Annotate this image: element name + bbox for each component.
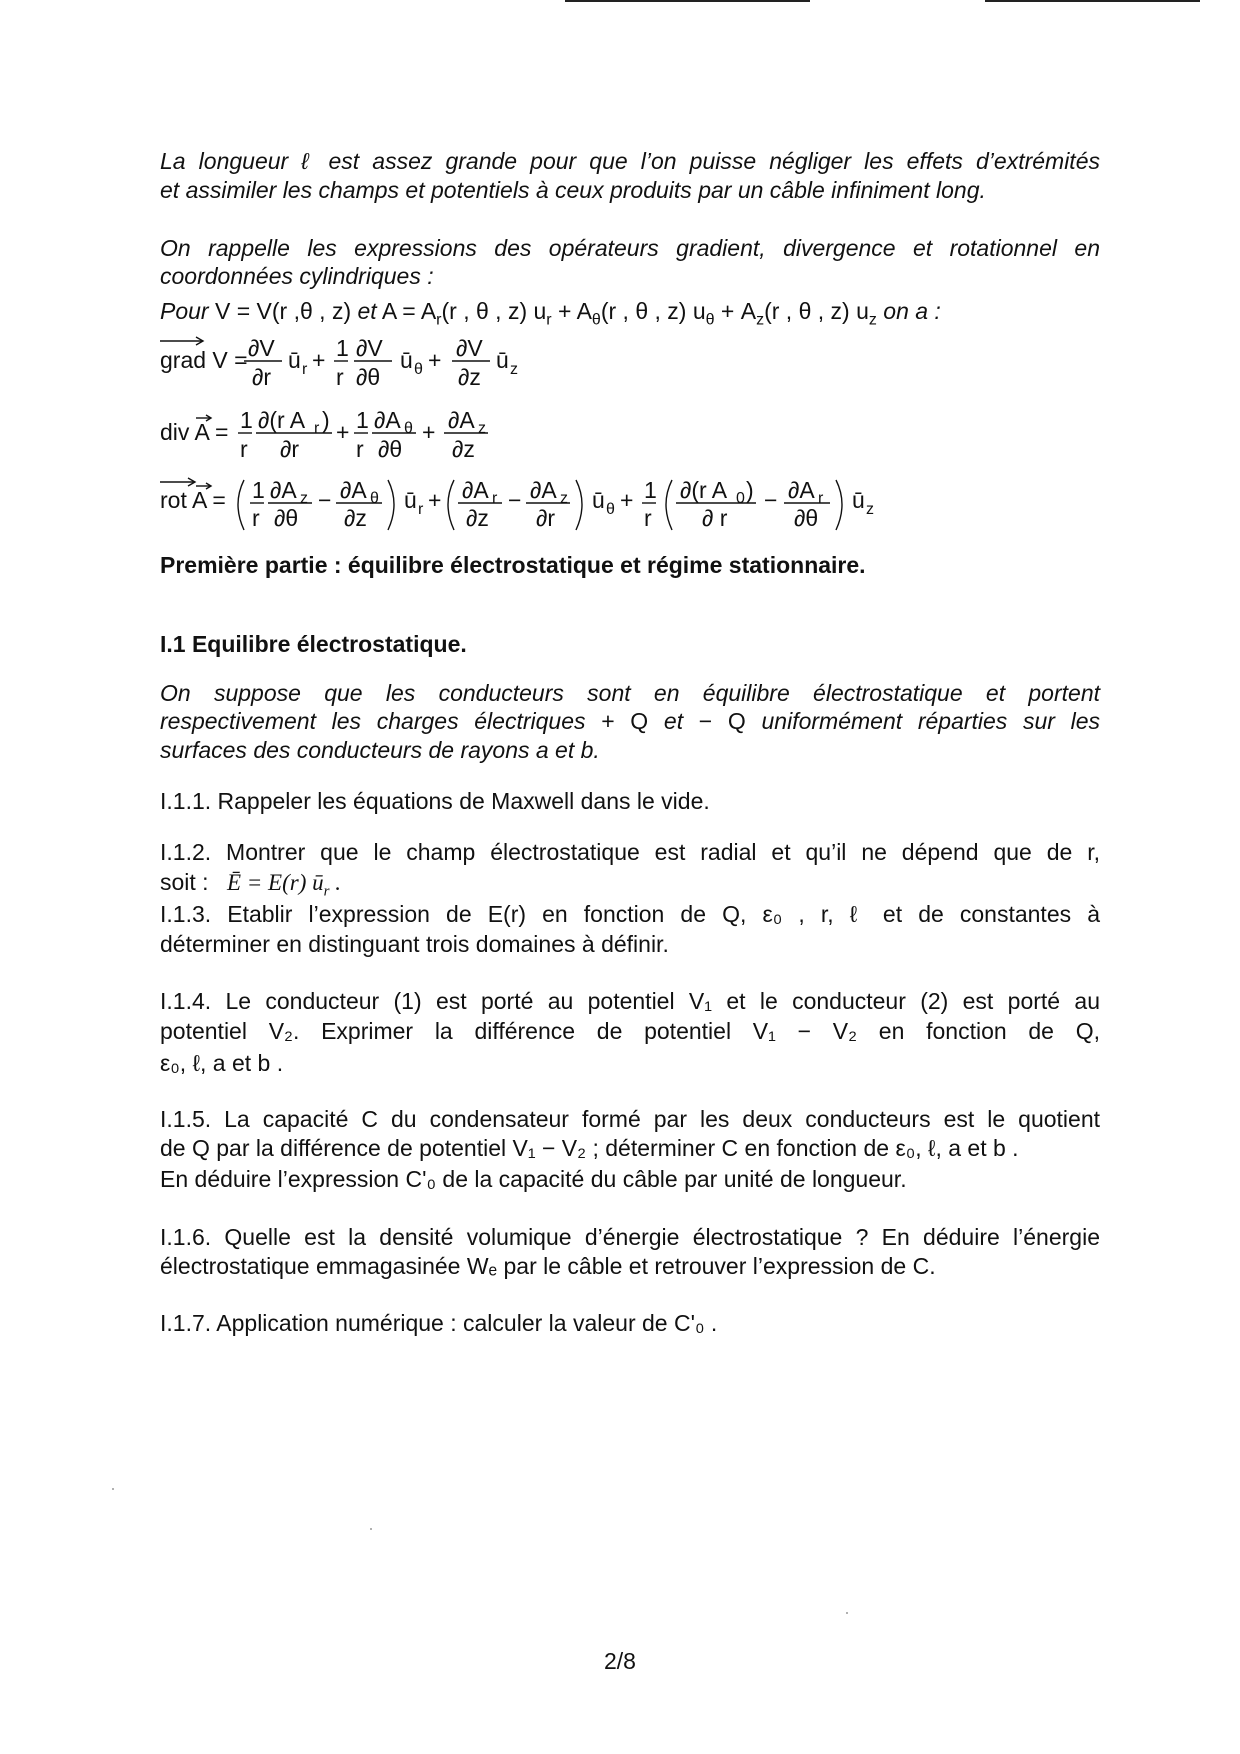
svg-text:∂z: ∂z: [458, 364, 481, 390]
svg-text:+: +: [620, 487, 634, 513]
svg-text:r: r: [492, 490, 498, 507]
question-1-1-3-line-1: I.1.3. Etablir l’expression de E(r) en fonction de Q, ε₀ , r, ℓ et de constantes à: [160, 901, 1100, 927]
svg-text:∂z: ∂z: [452, 436, 475, 462]
potential-definition: V = V(r ,θ , z): [214, 298, 352, 324]
svg-text:r: r: [252, 505, 260, 531]
header-rule-left: [565, 0, 810, 2]
divergence-formula: [160, 402, 1120, 464]
svg-text:∂A: ∂A: [530, 477, 557, 503]
scan-speck: [370, 1528, 372, 1530]
section-1-1-title: I.1 Equilibre électrostatique.: [160, 631, 467, 657]
svg-text:−: −: [508, 487, 522, 513]
intro-paragraph-2-line-2: coordonnées cylindriques :: [160, 263, 434, 289]
svg-text:1: 1: [356, 407, 369, 433]
question-1-1-4-line-1: I.1.4. Le conducteur (1) est porté au potentiel V₁ et le conducteur (2) est porté au: [160, 988, 1100, 1014]
svg-text:z: z: [560, 490, 568, 507]
svg-text:−: −: [764, 487, 778, 513]
svg-text:r: r: [314, 420, 320, 437]
svg-text:∂A: ∂A: [788, 477, 815, 503]
svg-text:1: 1: [240, 407, 253, 433]
svg-text:r: r: [818, 490, 824, 507]
question-1-1-3-line-2: déterminer en distinguant trois domaines à définir.: [160, 931, 669, 957]
question-1-1-2-line-1: I.1.2. Montrer que le champ électrostatique est radial et qu’il ne dépend que de r,: [160, 839, 1100, 865]
rotational-formula: [160, 468, 1120, 538]
svg-text:ū: ū: [288, 347, 301, 373]
svg-text:θ: θ: [606, 501, 615, 518]
question-1-1-5-line-3: En déduire l’expression C'₀ de la capacité du câble par unité de longueur.: [160, 1166, 907, 1192]
field-expression: Ē = E(r) $ū_r$ .: [226, 870, 341, 900]
scan-speck: [846, 1612, 848, 1614]
question-1-1-7: I.1.7. Application numérique : calculer la valeur de C'₀ .: [160, 1310, 718, 1336]
svg-text:ū: ū: [496, 347, 509, 373]
pour-word: Pour: [160, 298, 209, 324]
grad-label: grad V =: [160, 347, 248, 373]
svg-text:+: +: [422, 419, 436, 445]
vector-definition: $A = A_r(r$ , θ , z) $u_r + A_\theta(r$ , θ , z) $u_\theta + A_z(r$ , θ , z) $u_z$: [381, 298, 877, 329]
svg-text:r: r: [356, 436, 364, 462]
svg-text:ū: ū: [592, 487, 605, 513]
svg-text:z: z: [300, 490, 308, 507]
question-1-1-6-line-1: I.1.6. Quelle est la densité volumique d’énergie électrostatique ? En déduire l’énergie: [160, 1224, 1100, 1250]
question-1-1-1: I.1.1. Rappeler les équations de Maxwell dans le vide.: [160, 788, 710, 814]
svg-text:r: r: [644, 505, 652, 531]
question-1-1-6-line-2: électrostatique emmagasinée Wₑ par le câble et retrouver l’expression de C.: [160, 1253, 936, 1279]
svg-text:+: +: [336, 419, 350, 445]
svg-text:r: r: [336, 364, 344, 390]
div-label: div A =: [160, 419, 229, 445]
svg-text:∂r: ∂r: [536, 505, 556, 531]
svg-text:∂A: ∂A: [448, 407, 475, 433]
svg-text:): ): [746, 477, 754, 503]
svg-text:∂V: ∂V: [248, 335, 275, 361]
svg-text:+: +: [428, 487, 442, 513]
intro-paragraph-1-line-1: La longueur ℓ est assez grande pour que l’on puisse négliger les effets d’extrémités: [160, 148, 1100, 174]
scan-speck: [112, 1488, 114, 1490]
intro-paragraph-1-line-2: et assimiler les champs et potentiels à ceux produits par un câble infiniment long.: [160, 177, 986, 203]
section-intro-line-3: surfaces des conducteurs de rayons a et b.: [160, 737, 600, 763]
svg-text:∂r: ∂r: [280, 436, 300, 462]
svg-text:−: −: [318, 487, 332, 513]
svg-text:1: 1: [644, 477, 657, 503]
svg-text:ū: ū: [400, 347, 413, 373]
svg-text:+: +: [428, 347, 442, 373]
gradient-formula: [160, 330, 1120, 392]
svg-text:r: r: [418, 501, 424, 518]
svg-text:∂(r A: ∂(r A: [258, 407, 306, 433]
part-1-title: Première partie : équilibre électrostatique et régime stationnaire.: [160, 552, 866, 578]
svg-text:z: z: [478, 420, 486, 437]
question-1-1-5-line-1: I.1.5. La capacité C du condensateur formé par les deux conducteurs est le quotient: [160, 1106, 1100, 1132]
svg-text:∂A: ∂A: [374, 407, 401, 433]
svg-text:r: r: [302, 361, 308, 378]
header-rule-right: [985, 0, 1200, 2]
svg-text:): ): [322, 407, 330, 433]
question-1-1-5-line-2: de Q par la différence de potentiel V₁ − V₂ ; déterminer C en fonction de ε₀, ℓ, a et b .: [160, 1135, 1019, 1161]
svg-text:1: 1: [336, 335, 349, 361]
svg-text:∂r: ∂r: [252, 364, 272, 390]
svg-text:∂(r A: ∂(r A: [680, 477, 728, 503]
et-word: et: [357, 298, 377, 324]
svg-text:∂θ: ∂θ: [274, 505, 299, 531]
svg-text:+: +: [312, 347, 326, 373]
svg-text:r: r: [240, 436, 248, 462]
svg-text:ū: ū: [404, 487, 417, 513]
question-1-1-2-line-2: soit : Ē = E(r) $ū_r$ .: [160, 869, 341, 900]
svg-text:∂θ: ∂θ: [378, 436, 403, 462]
svg-text:∂V: ∂V: [356, 335, 383, 361]
on-a-words: on a :: [883, 298, 941, 324]
svg-text:∂θ: ∂θ: [794, 505, 819, 531]
svg-text:∂A: ∂A: [340, 477, 367, 503]
page-number: 2/8: [604, 1648, 636, 1674]
section-intro-line-2: respectivement les charges électriques + Q et − Q uniformément réparties sur les: [160, 708, 1101, 734]
intro-paragraph-2-line-1: On rappelle les expressions des opérateurs gradient, divergence et rotationnel en: [160, 235, 1100, 261]
svg-text:∂θ: ∂θ: [356, 364, 381, 390]
svg-text:θ: θ: [404, 420, 413, 437]
svg-text:∂z: ∂z: [466, 505, 489, 531]
section-intro-line-1: On suppose que les conducteurs sont en équilibre électrostatique et portent: [160, 680, 1100, 706]
question-1-1-4-line-3: ε₀, ℓ, a et b .: [160, 1050, 284, 1076]
svg-text:∂A: ∂A: [270, 477, 297, 503]
svg-text:∂V: ∂V: [456, 335, 483, 361]
rot-label: rot A =: [160, 487, 226, 513]
svg-text:1: 1: [252, 477, 265, 503]
svg-text:ū: ū: [852, 487, 865, 513]
question-1-1-4-line-2: potentiel V₂. Exprimer la différence de potentiel V₁ − V₂ en fonction de Q,: [160, 1018, 1100, 1044]
svg-text:z: z: [866, 501, 874, 518]
svg-text:z: z: [510, 361, 518, 378]
svg-text:θ: θ: [414, 361, 423, 378]
svg-text:∂A: ∂A: [462, 477, 489, 503]
svg-text:0: 0: [736, 490, 745, 507]
svg-text:∂z: ∂z: [344, 505, 367, 531]
svg-text:∂ r: ∂ r: [702, 505, 728, 531]
svg-text:θ: θ: [370, 490, 379, 507]
